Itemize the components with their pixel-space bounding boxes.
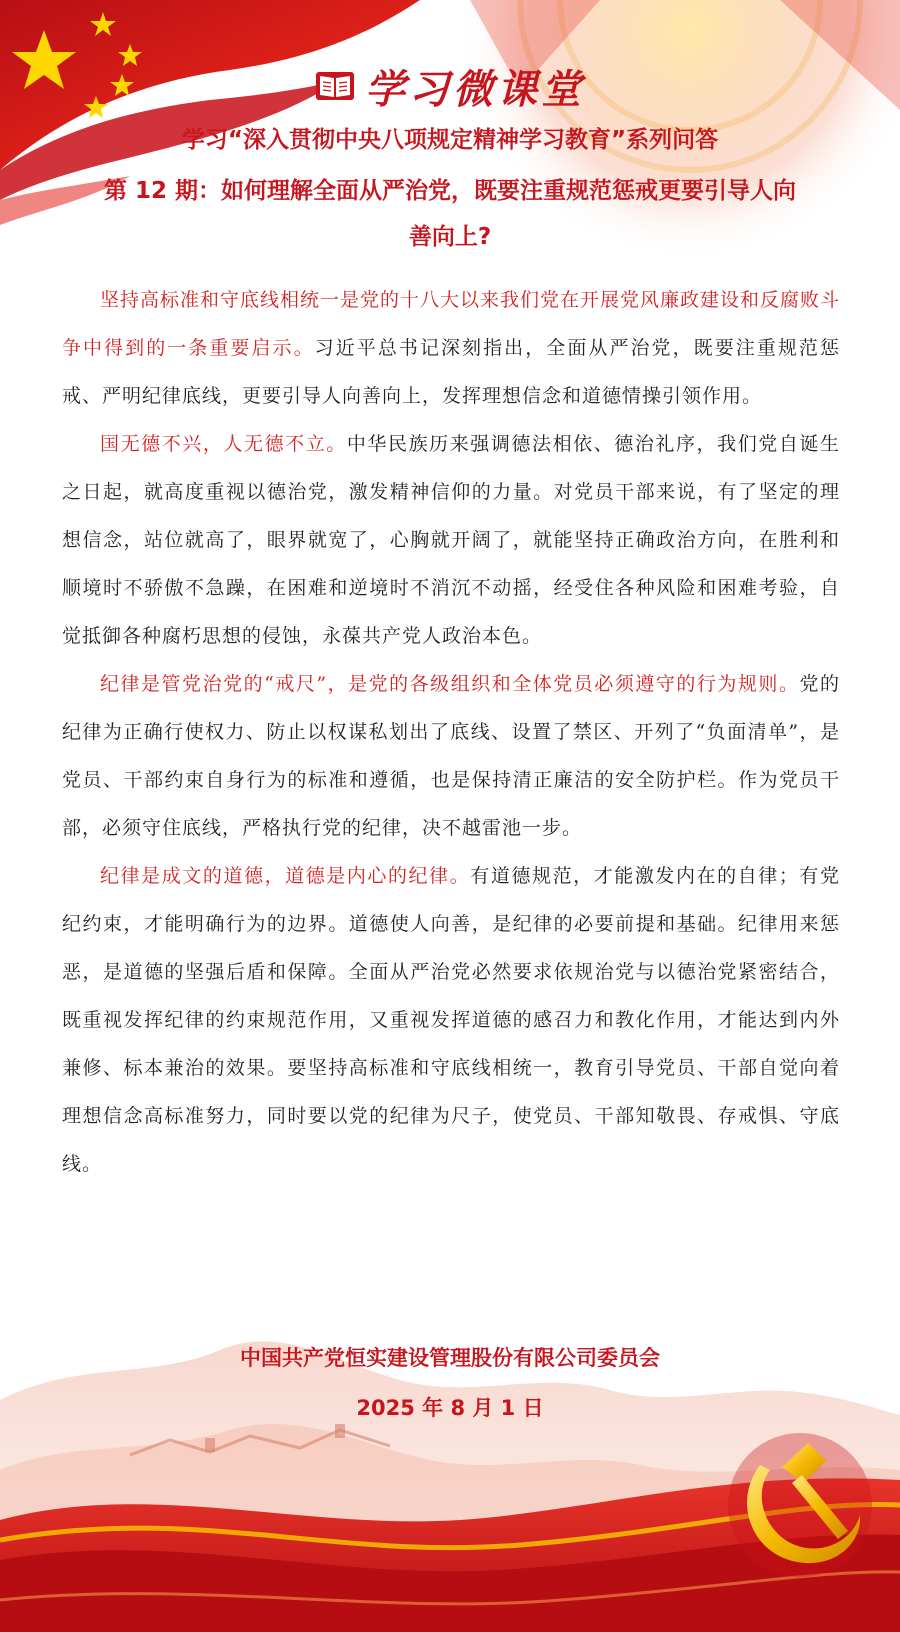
- paragraph-3: [62, 660, 840, 852]
- paragraph-text: 党的纪律为正确行使权力、防止以权谋私划出了底线、设置了禁区、开列了“负面清单”，是党员、干部约束自身行为的标准和遵循，也是保持清正廉洁的安全防护栏。作为党员干部，必须守住底线，严格执行党的纪律，决不越雷池一步。: [62, 673, 840, 839]
- paragraph-highlight: 国无德不兴，人无德不立。: [100, 433, 347, 455]
- paragraph-text: 有道德规范，才能激发内在的自律；有党纪约束，才能明确行为的边界。道德使人向善，是纪律的必要前提和基础。纪律用来惩恶，是道德的坚强后盾和保障。全面从严治党必然要求依规治党与以德治党紧密结合，既重视发挥纪律的约束规范作用，又重视发挥道德的感召力和教化作用，才能达到内外兼修、标本兼治的效果。要坚持高标准和守底线相统一，教育引导党员、干部自觉向着理想信念高标准努力，同时要以党的纪律为尺子，使党员、干部知敬畏、存戒惧、守底线。: [62, 865, 840, 1175]
- article-body: [62, 276, 840, 1188]
- paragraph-highlight: 纪律是成文的道德，道德是内心的纪律。: [100, 865, 471, 887]
- footer-organization: 中国共产党恒实建设管理股份有限公司委员会: [240, 1346, 660, 1370]
- paragraph-2: [62, 420, 840, 660]
- paragraph-highlight: 纪律是管党治党的“戒尺”，是党的各级组织和全体党员必须遵守的行为规则。: [100, 673, 800, 695]
- party-emblem-icon: [728, 1433, 872, 1577]
- paragraph-text: 中华民族历来强调德法相依、德治礼序，我们党自诞生之日起，就高度重视以德治党，激发精神信仰的力量。对党员干部来说，有了坚定的理想信念，站位就高了，眼界就宽了，心胸就开阔了，就能坚持正确政治方向，在胜利和顺境时不骄傲不急躁，在困难和逆境时不消沉不动摇，经受住各种风险和困难考验，自觉抵御各种腐朽思想的侵蚀，永葆共产党人政治本色。: [62, 433, 840, 647]
- brand-title: 学习微课堂: [365, 65, 585, 113]
- paragraph-4: [62, 852, 840, 1188]
- paragraph-text: 习近平总书记深刻指出，全面从严治党，既要注重规范惩戒、严明纪律底线，更要引导人向善向上，发挥理想信念和道德情操引领作用。: [62, 337, 840, 407]
- footer-date: 2025 年 8 月 1 日: [356, 1396, 544, 1420]
- series-title: 学习“深入贯彻中央八项规定精神学习教育”系列问答: [181, 127, 719, 153]
- book-icon: [315, 70, 355, 102]
- brand-header: [0, 58, 900, 114]
- paragraph-1: [62, 276, 840, 420]
- paragraph-highlight: 坚持高标准和守底线相统一是党的十八大以来我们党在开展党风廉政建设和反腐败斗争中得到的一条重要启示。: [62, 289, 841, 359]
- issue-title: 第 12 期：如何理解全面从严治党，既要注重规范惩戒更要引导人向善向上?: [103, 178, 797, 250]
